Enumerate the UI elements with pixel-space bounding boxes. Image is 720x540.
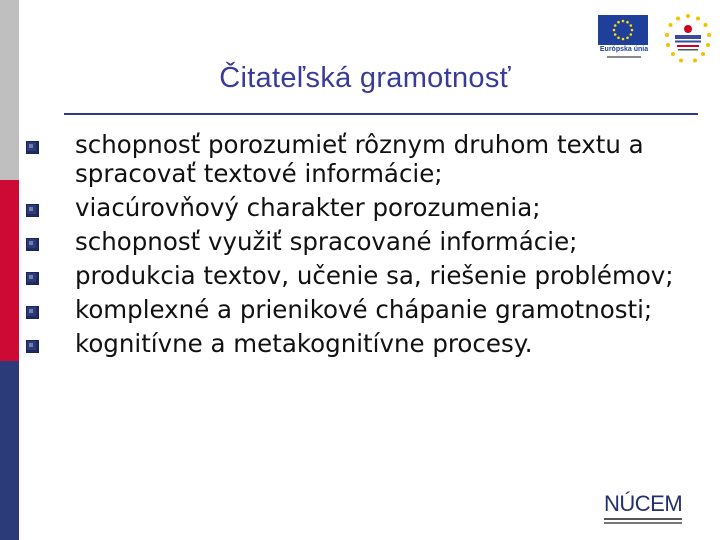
bullet-item: [26, 227, 706, 256]
bullet-item: [26, 261, 706, 290]
eu-flag-icon: [598, 15, 648, 45]
bullet-item: [26, 193, 706, 222]
nucem-logo: [604, 493, 688, 529]
square-bullet-icon: [26, 238, 39, 251]
bullet-text: viacúrovňový charakter porozumenia;: [75, 193, 541, 222]
slide-title: Čitateľská gramotnosť: [219, 62, 511, 94]
esf-logo: [658, 12, 718, 68]
eu-sub-line: [594, 56, 654, 60]
square-bullet-icon: [26, 306, 39, 319]
eu-logo: [594, 15, 654, 65]
bullet-item: [26, 295, 706, 324]
square-bullet-icon: [26, 141, 39, 154]
square-bullet-icon: [26, 204, 39, 217]
square-bullet-icon: [26, 340, 39, 353]
bullet-text: schopnosť využiť spracované informácie;: [75, 227, 578, 256]
bullet-item: [26, 329, 706, 358]
bullet-item: [26, 130, 706, 188]
bullet-text: schopnosť porozumieť rôznym druhom textu a spracovať textové informácie;: [75, 130, 644, 188]
sidebar-red-segment: [0, 180, 19, 361]
square-bullet-icon: [26, 272, 39, 285]
sidebar-blue-segment: [0, 361, 19, 540]
bullet-text: produkcia textov, učenie sa, riešenie problémov;: [75, 261, 674, 290]
nucem-tagline-lines: [604, 518, 682, 520]
bullet-text: kognitívne a metakognitívne procesy.: [75, 329, 533, 358]
sidebar-gray-segment: [0, 0, 19, 180]
title-underline: [64, 113, 698, 115]
nucem-wordmark: NÚCEM: [604, 491, 683, 516]
bullet-list: [26, 130, 706, 363]
eu-label: Európska únia: [599, 46, 649, 53]
bullet-text: komplexné a prienikové chápanie gramotnosti;: [75, 295, 653, 324]
